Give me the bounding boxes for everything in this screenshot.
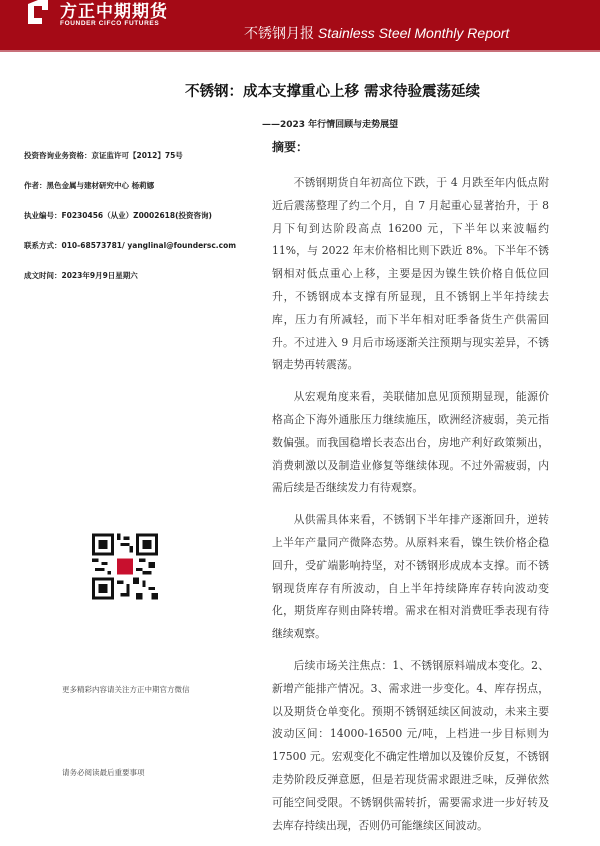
summary-body (272, 172, 549, 846)
summary-paragraph: 从供需具体来看，不锈钢下半年排产逐渐回升，逆转上半年产量同产微降态势。从原料来看，镍生铁价格企稳回升，受矿端影响持坚，对不锈钢形成成本支撑。而不锈钢现货库存有所波动，自上半年持续降库存转向波动变化，期货库存则由降转增。需求在相对消费旺季表现有待继续观察。 (272, 513, 549, 641)
company-logo-icon (24, 0, 48, 24)
meta-author: 作者：黑色金属与建材研究中心 杨莉娜 (24, 181, 155, 190)
page-subtitle: ——2023 年行情回顾与走势展望 (262, 120, 399, 130)
summary-paragraph: 不锈钢期货自年初高位下跌，于 4 月跌至年内低点附近后震荡整理了约二个月，自 7 月起重心显著抬升，于 8 月下旬到达阶段高点 16200 元，下半年以来波幅约 11%，与 2022 年末价格相比则下跌近 8%。下半年不锈钢相对低点重心上移，主要是因为镍生铁价格自低位回升，不锈钢成本支撑有所显现，且不锈钢上半年持续去库，压力有所减轻，而下半年相对旺季备货生产供需回升。不过进入 9 月后市场逐渐关注预期与现实差异，不锈钢走势再转震荡。 (272, 176, 549, 372)
summary-heading: 摘要： (272, 140, 309, 154)
meta-date: 成文时间：2023年9月9日星期六 (24, 271, 138, 280)
logo-cn: 方正中期期货 (60, 2, 168, 22)
meta-license: 执业编号：F0230456（从业）Z0002618(投资咨询) (24, 211, 212, 220)
summary-paragraph: 后续市场关注焦点：1、不锈钢原料端成本变化。2、新增产能排产情况。3、需求进一步变化。4、库存拐点，以及期货仓单变化。预期不锈钢延续区间波动，未来主要波动区间：14000-16500 元/吨，上档进一步目标则为 17500 元。宏观变化不确定性增加以及镍价反复，不锈钢走势阶段反弹意愿，但是若现货需求跟进乏味，反弹依然可能空间受限。不锈钢供需转折，需要需求进一步好转及去库存持续出现，否则仍可能继续区间波动。 (272, 658, 549, 832)
qr-caption: 更多精彩内容请关注方正中期官方微信 (62, 685, 190, 694)
logo-en: FOUNDER CIFCO FUTURES (60, 20, 160, 27)
report-cn: 不锈钢月报 (244, 25, 314, 41)
header-band (0, 0, 600, 52)
meta-contact: 联系方式：010-68573781/ yanglinal@foundersc.com (24, 241, 237, 250)
summary-paragraph: 从宏观角度来看，美联储加息见顶预期显现，能源价格高企下海外通胀压力继续施压，欧洲经济疲弱，美元指数偏强。而我国稳增长表态出台，房地产利好政策频出，消费刺激以及制造业修复等继续体现。不过外需疲弱，内需后续是否继续发力有待观察。 (272, 390, 549, 495)
report-name (244, 23, 509, 43)
footer-note: 请务必阅读最后重要事项 (62, 768, 145, 777)
page-title: 不锈钢：成本支撑重心上移 需求待验震荡延续 (185, 84, 481, 100)
wechat-qr-code (92, 533, 158, 600)
report-en: Stainless Steel Monthly Report (317, 25, 510, 41)
meta-qualification: 投资咨询业务资格：京证监许可【2012】75号 (24, 151, 183, 160)
